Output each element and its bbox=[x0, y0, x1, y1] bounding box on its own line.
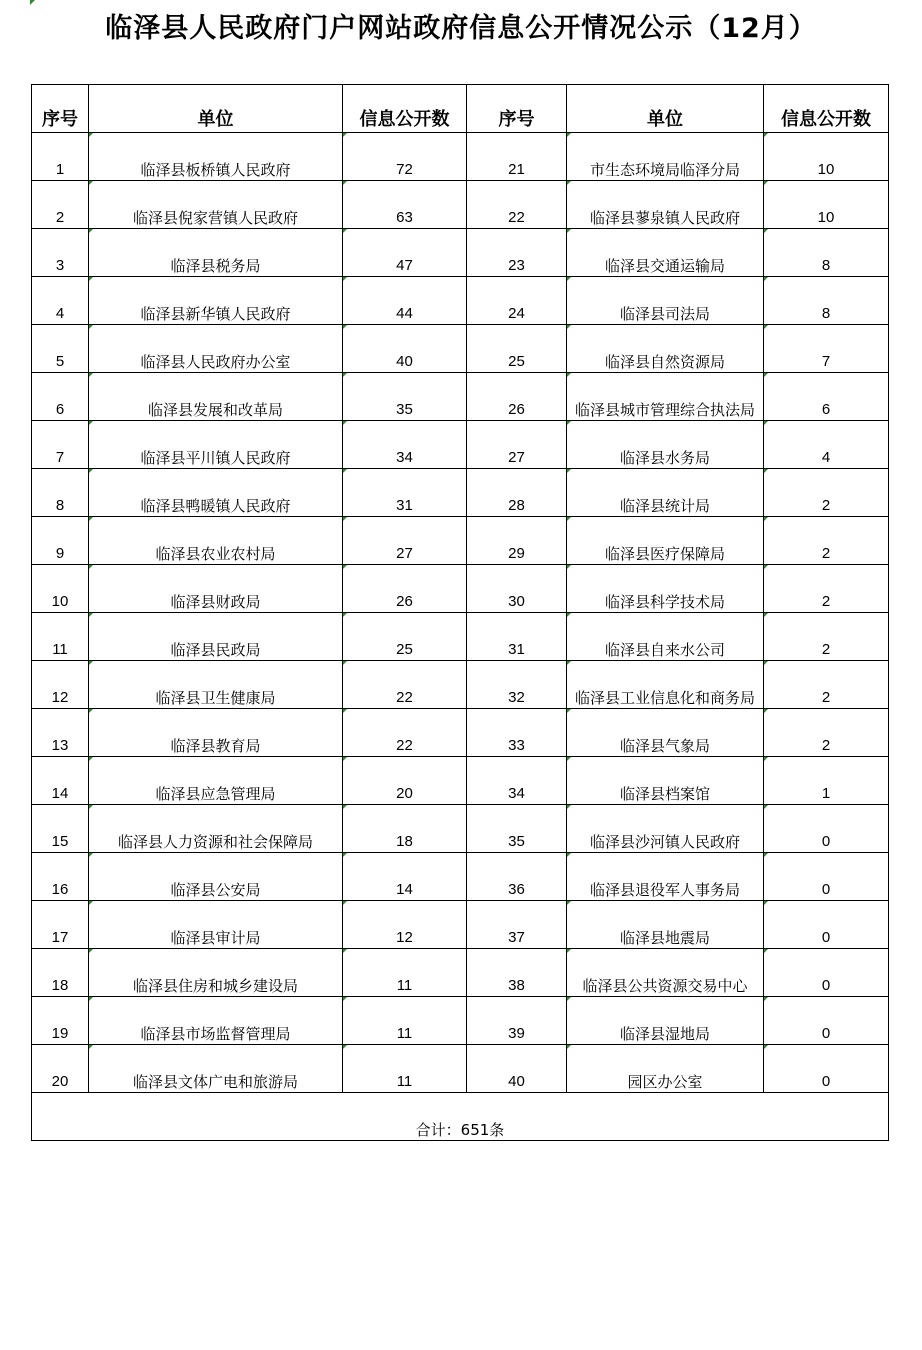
count-cell: 1 bbox=[764, 757, 889, 805]
count-cell: 10 bbox=[764, 181, 889, 229]
unit-cell: 临泽县医疗保障局 bbox=[567, 517, 764, 565]
unit-cell: 临泽县住房和城乡建设局 bbox=[89, 949, 343, 997]
unit-cell: 临泽县发展和改革局 bbox=[89, 373, 343, 421]
seq-cell: 16 bbox=[32, 853, 89, 901]
count-cell: 25 bbox=[343, 613, 467, 661]
table-row bbox=[32, 133, 889, 181]
count-cell: 0 bbox=[764, 997, 889, 1045]
seq-cell: 24 bbox=[467, 277, 567, 325]
count-cell: 20 bbox=[343, 757, 467, 805]
seq-cell: 12 bbox=[32, 661, 89, 709]
unit-cell: 临泽县农业农村局 bbox=[89, 517, 343, 565]
count-cell: 40 bbox=[343, 325, 467, 373]
unit-cell: 临泽县应急管理局 bbox=[89, 757, 343, 805]
unit-cell: 临泽县板桥镇人民政府 bbox=[89, 133, 343, 181]
unit-cell: 园区办公室 bbox=[567, 1045, 764, 1093]
seq-cell: 3 bbox=[32, 229, 89, 277]
seq-cell: 5 bbox=[32, 325, 89, 373]
unit-cell: 临泽县自来水公司 bbox=[567, 613, 764, 661]
unit-cell: 临泽县司法局 bbox=[567, 277, 764, 325]
count-cell: 2 bbox=[764, 517, 889, 565]
unit-cell: 临泽县人民政府办公室 bbox=[89, 325, 343, 373]
table-row bbox=[32, 613, 889, 661]
count-cell: 6 bbox=[764, 373, 889, 421]
seq-cell: 9 bbox=[32, 517, 89, 565]
unit-cell: 临泽县鸭暖镇人民政府 bbox=[89, 469, 343, 517]
unit-cell: 临泽县人力资源和社会保障局 bbox=[89, 805, 343, 853]
seq-cell: 38 bbox=[467, 949, 567, 997]
count-cell: 27 bbox=[343, 517, 467, 565]
unit-cell: 临泽县卫生健康局 bbox=[89, 661, 343, 709]
corner-marker bbox=[30, 0, 35, 5]
header-row bbox=[32, 85, 889, 133]
unit-cell: 临泽县退役军人事务局 bbox=[567, 853, 764, 901]
count-cell: 11 bbox=[343, 949, 467, 997]
unit-cell: 临泽县统计局 bbox=[567, 469, 764, 517]
count-cell: 7 bbox=[764, 325, 889, 373]
seq-cell: 35 bbox=[467, 805, 567, 853]
table-row bbox=[32, 181, 889, 229]
count-cell: 2 bbox=[764, 565, 889, 613]
count-cell: 31 bbox=[343, 469, 467, 517]
table-row bbox=[32, 997, 889, 1045]
count-cell: 47 bbox=[343, 229, 467, 277]
seq-cell: 22 bbox=[467, 181, 567, 229]
seq-cell: 34 bbox=[467, 757, 567, 805]
count-cell: 4 bbox=[764, 421, 889, 469]
unit-cell: 临泽县新华镇人民政府 bbox=[89, 277, 343, 325]
unit-cell: 临泽县湿地局 bbox=[567, 997, 764, 1045]
seq-cell: 39 bbox=[467, 997, 567, 1045]
total-row bbox=[32, 1093, 889, 1141]
unit-cell: 临泽县档案馆 bbox=[567, 757, 764, 805]
seq-cell: 33 bbox=[467, 709, 567, 757]
seq-cell: 15 bbox=[32, 805, 89, 853]
seq-cell: 40 bbox=[467, 1045, 567, 1093]
count-cell: 11 bbox=[343, 997, 467, 1045]
count-cell: 2 bbox=[764, 661, 889, 709]
unit-cell: 市生态环境局临泽分局 bbox=[567, 133, 764, 181]
unit-cell: 临泽县蓼泉镇人民政府 bbox=[567, 181, 764, 229]
seq-cell: 1 bbox=[32, 133, 89, 181]
unit-cell: 临泽县平川镇人民政府 bbox=[89, 421, 343, 469]
seq-cell: 13 bbox=[32, 709, 89, 757]
total-cell: 合计：651条 bbox=[32, 1093, 889, 1141]
seq-cell: 26 bbox=[467, 373, 567, 421]
seq-cell: 29 bbox=[467, 517, 567, 565]
count-cell: 0 bbox=[764, 1045, 889, 1093]
table-row bbox=[32, 229, 889, 277]
table-row bbox=[32, 565, 889, 613]
unit-cell: 临泽县交通运输局 bbox=[567, 229, 764, 277]
count-cell: 0 bbox=[764, 901, 889, 949]
count-cell: 2 bbox=[764, 709, 889, 757]
unit-cell: 临泽县文体广电和旅游局 bbox=[89, 1045, 343, 1093]
count-cell: 0 bbox=[764, 805, 889, 853]
count-cell: 10 bbox=[764, 133, 889, 181]
count-cell: 11 bbox=[343, 1045, 467, 1093]
unit-cell: 临泽县审计局 bbox=[89, 901, 343, 949]
unit-cell: 临泽县科学技术局 bbox=[567, 565, 764, 613]
seq-cell: 37 bbox=[467, 901, 567, 949]
table-row bbox=[32, 325, 889, 373]
unit-cell: 临泽县城市管理综合执法局 bbox=[567, 373, 764, 421]
table-row bbox=[32, 757, 889, 805]
count-cell: 8 bbox=[764, 229, 889, 277]
header-seq-left: 序号 bbox=[32, 85, 89, 133]
unit-cell: 临泽县工业信息化和商务局 bbox=[567, 661, 764, 709]
table-row bbox=[32, 277, 889, 325]
seq-cell: 7 bbox=[32, 421, 89, 469]
unit-cell: 临泽县自然资源局 bbox=[567, 325, 764, 373]
count-cell: 14 bbox=[343, 853, 467, 901]
table-row bbox=[32, 373, 889, 421]
seq-cell: 17 bbox=[32, 901, 89, 949]
seq-cell: 10 bbox=[32, 565, 89, 613]
seq-cell: 11 bbox=[32, 613, 89, 661]
disclosure-table bbox=[31, 84, 889, 1141]
header-count-right: 信息公开数 bbox=[764, 85, 889, 133]
count-cell: 44 bbox=[343, 277, 467, 325]
table-row bbox=[32, 469, 889, 517]
header-unit-left: 单位 bbox=[89, 85, 343, 133]
count-cell: 12 bbox=[343, 901, 467, 949]
count-cell: 22 bbox=[343, 661, 467, 709]
table-row bbox=[32, 421, 889, 469]
seq-cell: 28 bbox=[467, 469, 567, 517]
unit-cell: 临泽县民政局 bbox=[89, 613, 343, 661]
seq-cell: 31 bbox=[467, 613, 567, 661]
table-row bbox=[32, 709, 889, 757]
header-count-left: 信息公开数 bbox=[343, 85, 467, 133]
table-row bbox=[32, 853, 889, 901]
seq-cell: 32 bbox=[467, 661, 567, 709]
count-cell: 0 bbox=[764, 949, 889, 997]
count-cell: 34 bbox=[343, 421, 467, 469]
count-cell: 8 bbox=[764, 277, 889, 325]
count-cell: 2 bbox=[764, 613, 889, 661]
count-cell: 0 bbox=[764, 853, 889, 901]
seq-cell: 4 bbox=[32, 277, 89, 325]
seq-cell: 2 bbox=[32, 181, 89, 229]
count-cell: 22 bbox=[343, 709, 467, 757]
table-row bbox=[32, 901, 889, 949]
count-cell: 2 bbox=[764, 469, 889, 517]
table-row bbox=[32, 805, 889, 853]
seq-cell: 6 bbox=[32, 373, 89, 421]
seq-cell: 20 bbox=[32, 1045, 89, 1093]
unit-cell: 临泽县公安局 bbox=[89, 853, 343, 901]
header-seq-right: 序号 bbox=[467, 85, 567, 133]
count-cell: 35 bbox=[343, 373, 467, 421]
seq-cell: 8 bbox=[32, 469, 89, 517]
table-body bbox=[32, 133, 889, 1141]
unit-cell: 临泽县财政局 bbox=[89, 565, 343, 613]
seq-cell: 19 bbox=[32, 997, 89, 1045]
table-row bbox=[32, 949, 889, 997]
seq-cell: 21 bbox=[467, 133, 567, 181]
seq-cell: 23 bbox=[467, 229, 567, 277]
table-row bbox=[32, 517, 889, 565]
count-cell: 26 bbox=[343, 565, 467, 613]
seq-cell: 30 bbox=[467, 565, 567, 613]
seq-cell: 27 bbox=[467, 421, 567, 469]
unit-cell: 临泽县教育局 bbox=[89, 709, 343, 757]
unit-cell: 临泽县市场监督管理局 bbox=[89, 997, 343, 1045]
unit-cell: 临泽县沙河镇人民政府 bbox=[567, 805, 764, 853]
seq-cell: 36 bbox=[467, 853, 567, 901]
header-unit-right: 单位 bbox=[567, 85, 764, 133]
table-row bbox=[32, 661, 889, 709]
unit-cell: 临泽县地震局 bbox=[567, 901, 764, 949]
seq-cell: 18 bbox=[32, 949, 89, 997]
count-cell: 18 bbox=[343, 805, 467, 853]
unit-cell: 临泽县公共资源交易中心 bbox=[567, 949, 764, 997]
count-cell: 72 bbox=[343, 133, 467, 181]
count-cell: 63 bbox=[343, 181, 467, 229]
unit-cell: 临泽县税务局 bbox=[89, 229, 343, 277]
unit-cell: 临泽县气象局 bbox=[567, 709, 764, 757]
seq-cell: 14 bbox=[32, 757, 89, 805]
unit-cell: 临泽县水务局 bbox=[567, 421, 764, 469]
seq-cell: 25 bbox=[467, 325, 567, 373]
unit-cell: 临泽县倪家营镇人民政府 bbox=[89, 181, 343, 229]
table-row bbox=[32, 1045, 889, 1093]
page-title: 临泽县人民政府门户网站政府信息公开情况公示（12月） bbox=[105, 13, 817, 44]
